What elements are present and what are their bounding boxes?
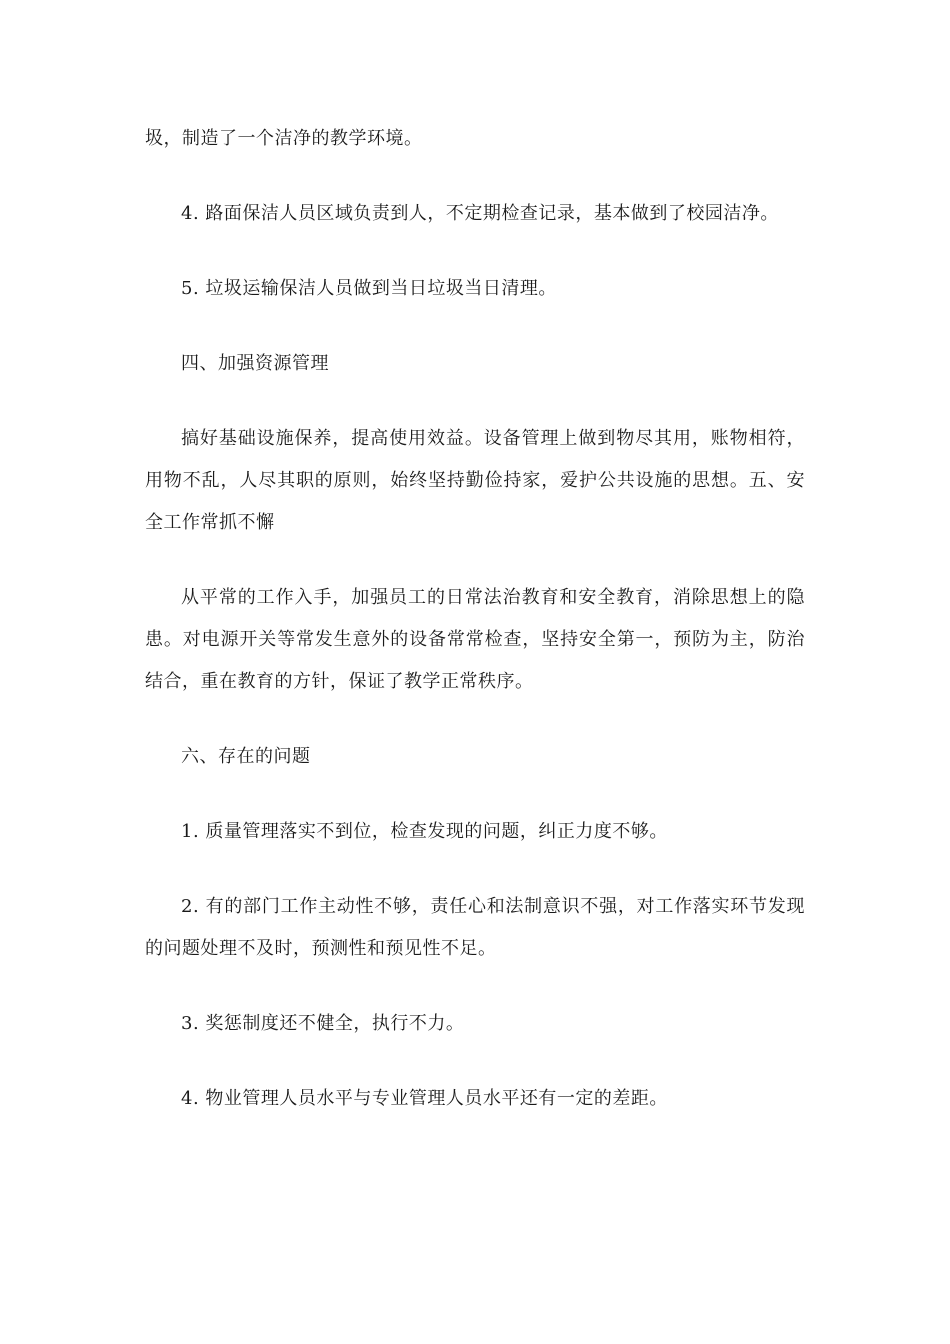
list-item-5-garbage-transport: 5. 垃圾运输保洁人员做到当日垃圾当日清理。	[181, 278, 557, 299]
paragraph-continuation: 圾，制造了一个洁净的教学环境。	[145, 128, 423, 149]
paragraph-resource-management: 搞好基础设施保养，提高使用效益。设备管理上做到物尽其用，账物相符，用物不乱，人尽其职的原则，始终坚持勤俭持家，爱护公共设施的思想。五、安全工作常抓不懈	[145, 428, 805, 533]
paragraph-safety-work: 从平常的工作入手，加强员工的日常法治教育和安全教育，消除思想上的隐患。对电源开关等常发生意外的设备常常检查，坚持安全第一，预防为主，防治结合，重在教育的方针，保证了教学正常秩序。	[145, 587, 805, 692]
section-heading-6: 六、存在的问题	[181, 746, 311, 767]
problem-item-4: 4. 物业管理人员水平与专业管理人员水平还有一定的差距。	[181, 1088, 668, 1109]
problem-item-3: 3. 奖惩制度还不健全，执行不力。	[181, 1013, 465, 1034]
list-item-4-road-cleaning: 4. 路面保洁人员区域负责到人，不定期检查记录，基本做到了校园洁净。	[181, 203, 779, 224]
problem-item-1: 1. 质量管理落实不到位，检查发现的问题，纠正力度不够。	[181, 821, 668, 842]
document-body	[145, 118, 805, 1153]
problem-item-2: 2. 有的部门工作主动性不够，责任心和法制意识不强，对工作落实环节发现的问题处理不及时，预测性和预见性不足。	[145, 896, 805, 959]
section-heading-4: 四、加强资源管理	[181, 353, 329, 374]
